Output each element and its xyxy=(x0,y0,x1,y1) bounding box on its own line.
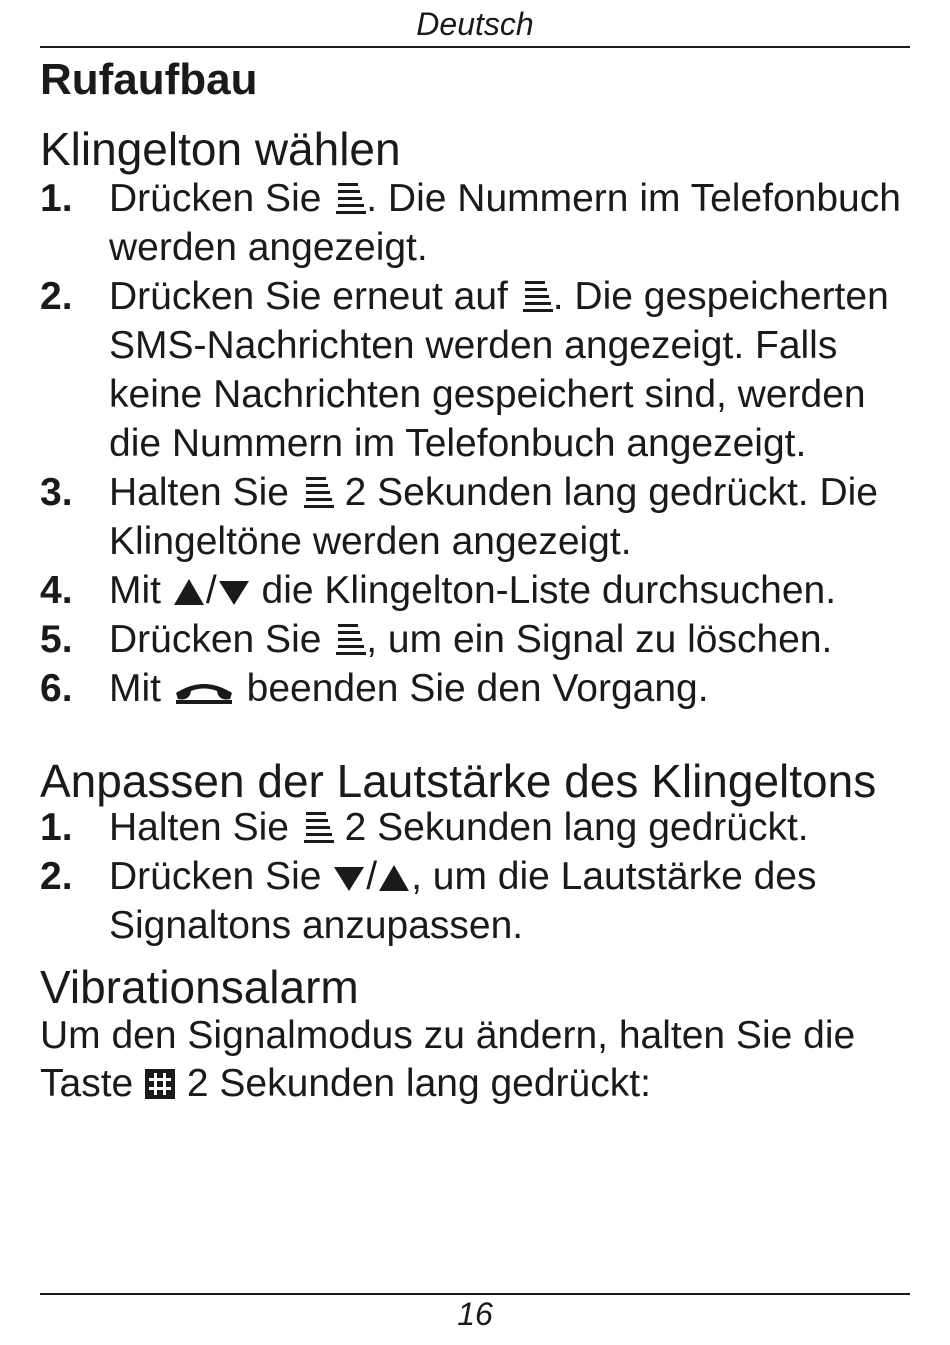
menu-icon xyxy=(519,279,553,313)
menu-icon xyxy=(332,622,366,656)
menu-icon xyxy=(300,475,334,509)
step-number: 6. xyxy=(40,667,73,710)
step-number: 1. xyxy=(40,177,73,220)
menu-icon xyxy=(300,810,334,844)
list-item: 2. Drücken Sie erneut auf . Die gespeicherten SMS-Nachrichten werden angezeigt. Falls keine Nachrichten gespeichert sind, werden die Nummern im Telefonbuch angezeigt. xyxy=(40,272,915,468)
section-heading-volume: Anpassen der Lautstärke des Klingeltons xyxy=(40,755,877,807)
list-item: 2. Drücken Sie / , um die Lautstärke des Signaltons anzupassen. xyxy=(40,852,915,950)
step-number: 4. xyxy=(40,569,73,612)
arrow-down-icon xyxy=(217,577,251,607)
section-heading-vibration: Vibrationsalarm xyxy=(40,961,359,1013)
end-call-icon xyxy=(172,679,236,705)
arrow-up-icon xyxy=(377,863,411,893)
header-language: Deutsch xyxy=(416,6,534,42)
step-number: 5. xyxy=(40,618,73,661)
step-number: 2. xyxy=(40,855,73,898)
list-item: 3. Halten Sie 2 Sekunden lang gedrückt. Die Klingeltöne werden angezeigt. xyxy=(40,468,915,566)
page-content xyxy=(40,54,915,1108)
list-item: 1. Halten Sie 2 Sekunden lang gedrückt. xyxy=(40,803,915,852)
step-number: 2. xyxy=(40,275,73,318)
header-divider xyxy=(40,46,910,48)
menu-icon xyxy=(332,181,366,215)
list-item: 5. Drücken Sie , um ein Signal zu löschen. xyxy=(40,615,915,664)
volume-steps xyxy=(40,803,915,950)
page-title: Rufaufbau xyxy=(40,55,258,104)
section-heading-ringtone: Klingelton wählen xyxy=(40,123,401,175)
arrow-down-icon xyxy=(332,863,366,893)
step-number: 3. xyxy=(40,471,73,514)
arrow-up-icon xyxy=(172,577,206,607)
ringtone-steps xyxy=(40,174,915,713)
step-number: 1. xyxy=(40,806,73,849)
vibration-paragraph: Um den Signalmodus zu ändern, halten Sie die Taste 2 Sekunden lang gedrückt: xyxy=(40,1014,856,1105)
hash-key-icon xyxy=(144,1068,176,1100)
list-item: 4. Mit / die Klingelton-Liste durchsuchen. xyxy=(40,566,915,615)
list-item: 6. Mit beenden Sie den Vorgang. xyxy=(40,664,915,713)
list-item: 1. Drücken Sie . Die Nummern im Telefonbuch werden angezeigt. xyxy=(40,174,915,272)
page-number: 16 xyxy=(457,1296,493,1332)
